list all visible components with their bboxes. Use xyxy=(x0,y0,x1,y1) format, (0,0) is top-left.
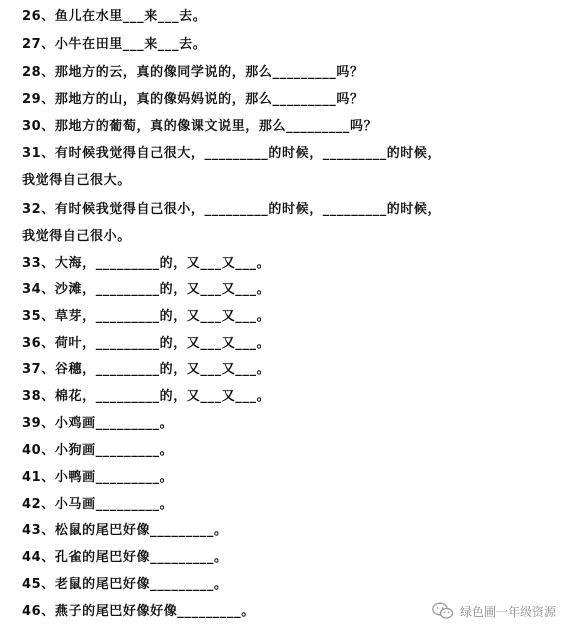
wechat-icon xyxy=(432,602,454,620)
question-26: 26、鱼儿在水里___来___去。 xyxy=(22,9,207,24)
question-38: 38、棉花，_________的，又___又___。 xyxy=(22,389,271,404)
question-43: 43、松鼠的尾巴好像_________。 xyxy=(22,523,228,538)
question-36: 36、荷叶，_________的，又___又___。 xyxy=(22,336,271,351)
question-33: 33、大海，_________的，又___又___。 xyxy=(22,256,271,271)
question-35: 35、草芽，_________的，又___又___。 xyxy=(22,309,271,324)
question-29: 29、那地方的山，真的像妈妈说的，那么_________吗？ xyxy=(22,92,364,107)
watermark-text: 绿色圃一年级资源 xyxy=(459,604,556,619)
question-42: 42、小马画_________。 xyxy=(22,497,174,512)
question-28: 28、那地方的云，真的像同学说的，那么_________吗？ xyxy=(22,65,364,80)
question-34: 34、沙滩，_________的，又___又___。 xyxy=(22,282,271,297)
question-30: 30、那地方的葡萄，真的像课文说里，那么_________吗？ xyxy=(22,119,378,134)
question-40: 40、小狗画_________。 xyxy=(22,443,174,458)
question-37: 37、谷穗，_________的，又___又___。 xyxy=(22,362,271,377)
question-39: 39、小鸡画_________。 xyxy=(22,416,174,431)
question-46: 46、燕子的尾巴好像好像_________。 xyxy=(22,604,255,619)
question-31: 31、有时候我觉得自己很大，_________的时候，_________的时候， xyxy=(22,146,442,161)
question-32-continuation: 我觉得自己很小。 xyxy=(22,229,131,244)
question-31-continuation: 我觉得自己很大。 xyxy=(22,173,131,188)
question-41: 41、小鸭画_________。 xyxy=(22,470,174,485)
question-27: 27、小牛在田里___来___去。 xyxy=(22,37,207,52)
question-45: 45、老鼠的尾巴好像_________。 xyxy=(22,577,228,592)
question-32: 32、有时候我觉得自己很小，_________的时候，_________的时候， xyxy=(22,202,442,217)
watermark xyxy=(432,602,556,620)
question-44: 44、孔雀的尾巴好像_________。 xyxy=(22,550,228,565)
